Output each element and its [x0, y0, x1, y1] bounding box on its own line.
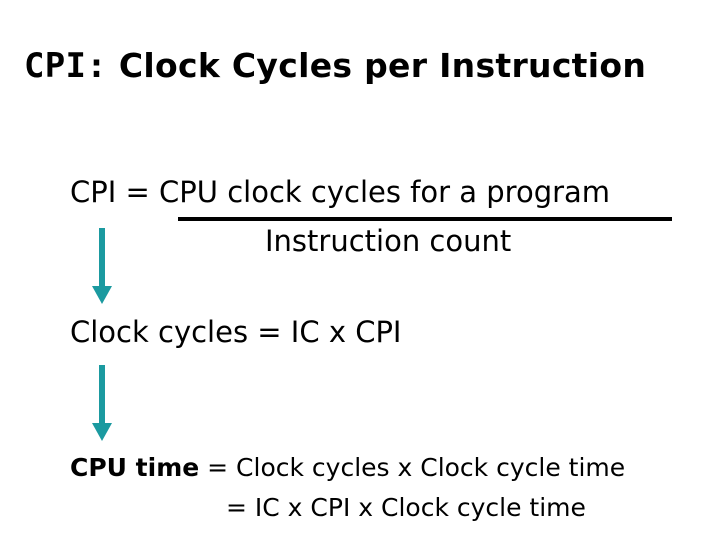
down-arrow-icon [88, 228, 116, 306]
slide-title [24, 46, 646, 86]
cpu-time-equation-line2: = IC x CPI x Clock cycle time [226, 493, 586, 522]
cpu-time-term: CPU time [70, 453, 200, 482]
down-arrow-icon [88, 365, 116, 443]
cpu-time-equation-line1 [70, 453, 625, 482]
cpi-formula-numerator: CPI = CPU clock cycles for a program [70, 175, 611, 209]
title-prefix: CPI: [24, 46, 108, 86]
cpi-formula-denominator: Instruction count [265, 224, 512, 258]
fraction-bar [178, 217, 672, 221]
cpu-time-rhs1: = Clock cycles x Clock cycle time [199, 453, 626, 482]
title-text: Clock Cycles per Instruction [118, 46, 647, 85]
clock-cycles-equation: Clock cycles = IC x CPI [70, 315, 402, 349]
